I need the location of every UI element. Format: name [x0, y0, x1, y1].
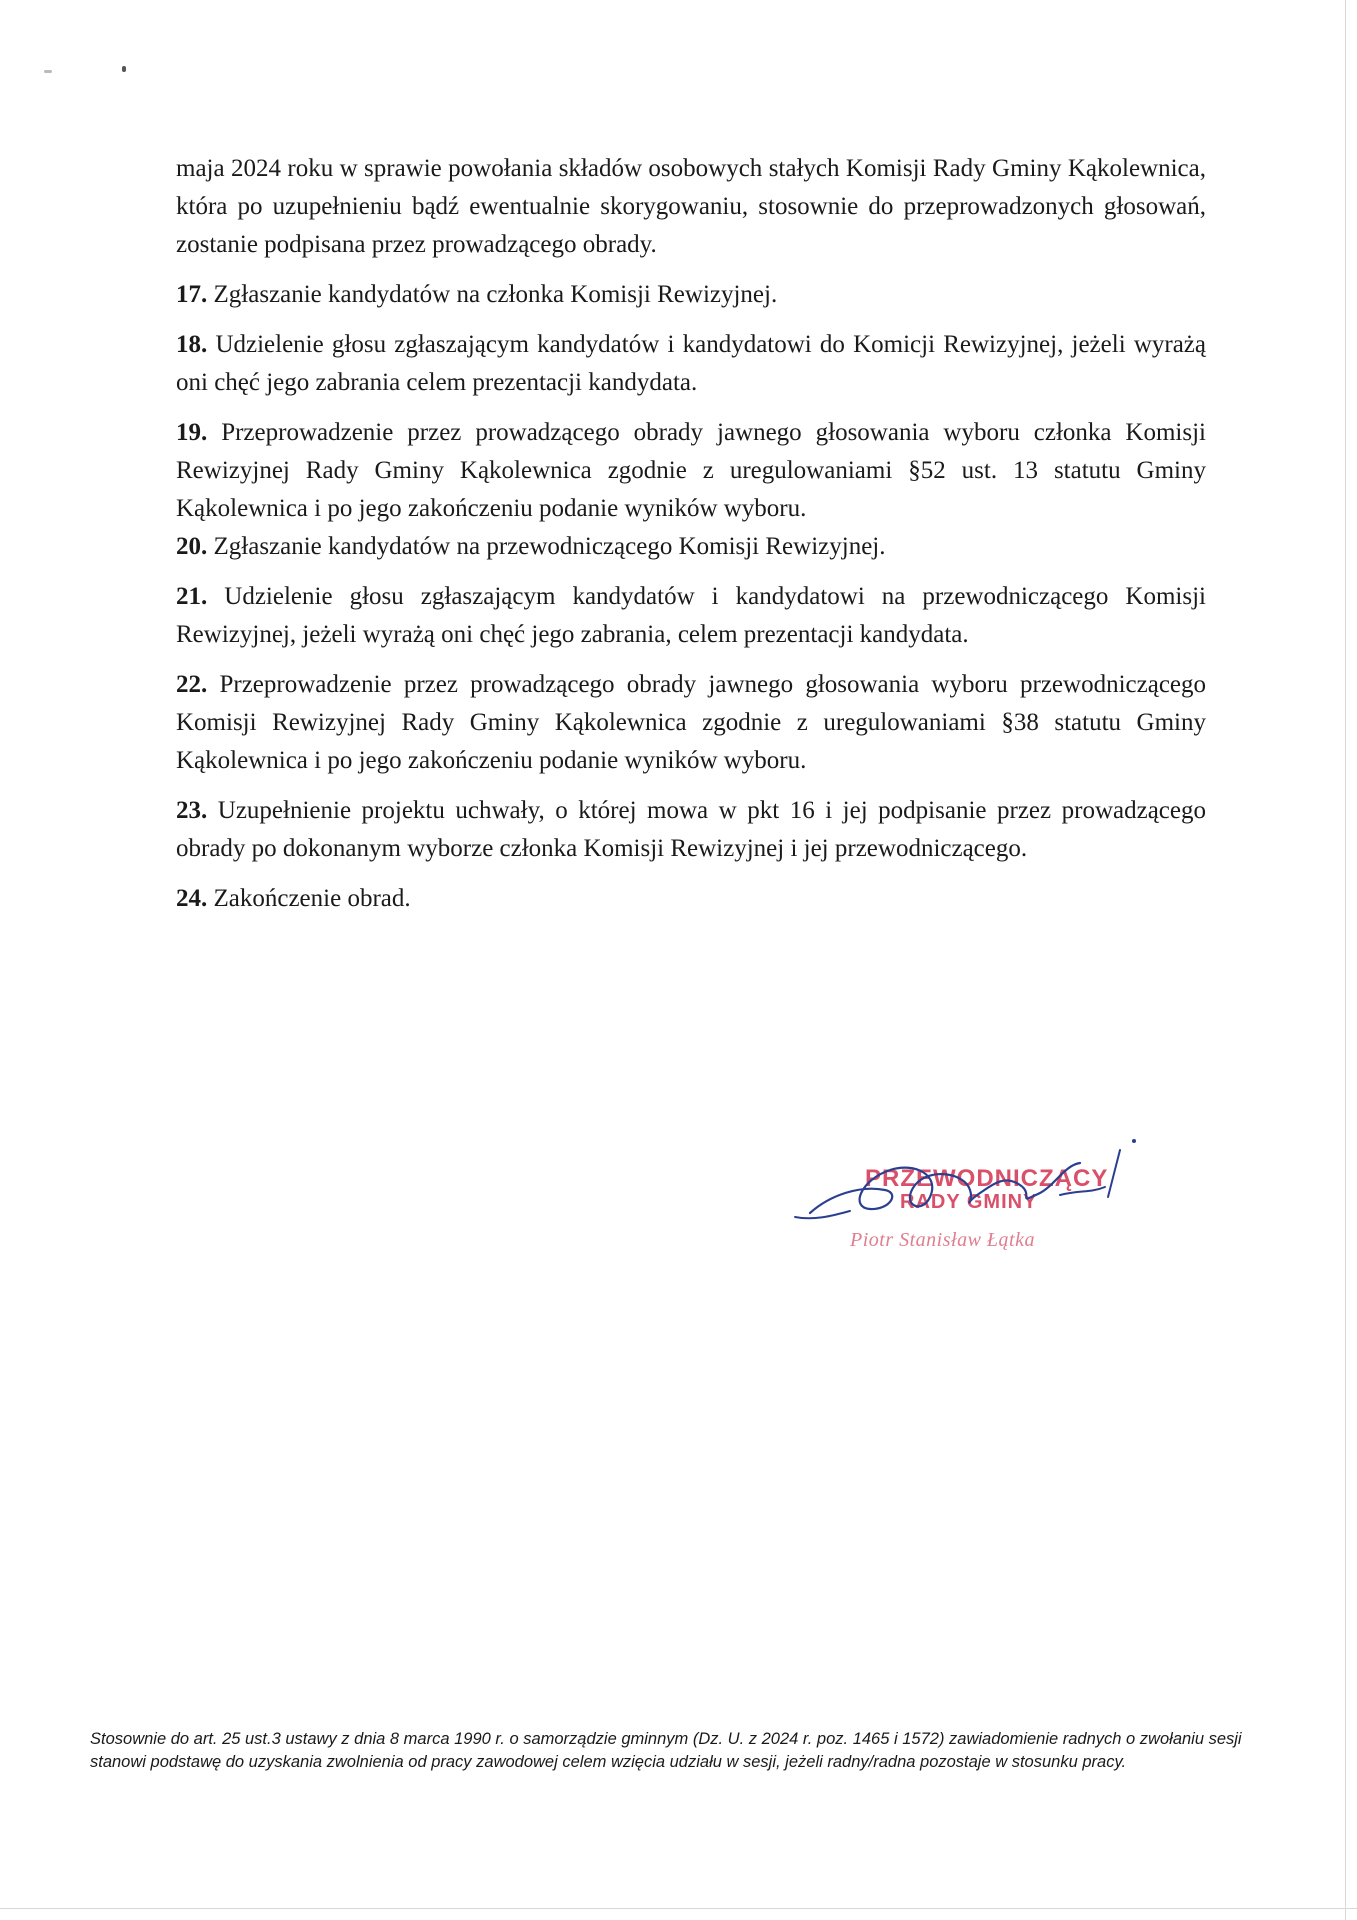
scan-speck: [44, 70, 52, 73]
agenda-item-22: [176, 666, 1206, 780]
agenda-item-18: [176, 326, 1206, 402]
item-text: Zgłaszanie kandydatów na przewodniczącego Komisji Rewizyjnej.: [213, 533, 886, 560]
handwritten-signature: [790, 1135, 1150, 1235]
stamp-title: PRZEWODNICZĄCY: [865, 1165, 1109, 1192]
item-number: 22.: [176, 671, 208, 698]
agenda-continuation: [176, 150, 1206, 264]
scan-edge-bottom: [0, 1908, 1357, 1909]
item-number: 19.: [176, 419, 208, 446]
agenda-item-20: [176, 528, 1206, 566]
agenda-body: [176, 150, 1206, 930]
agenda-item-21: [176, 578, 1206, 654]
stamp-subtitle: RADY GMINY: [900, 1191, 1038, 1213]
item-number: 18.: [176, 331, 208, 358]
item-number: 23.: [176, 797, 208, 824]
agenda-text: maja 2024 roku w sprawie powołania składów osobowych stałych Komisji Rady Gminy Kąkolewnica, która po uzupełnieniu bądź ewentualnie skorygowaniu, stosownie do przeprowadzonych głosowań, zostanie podpisana przez prowadzącego obrady.: [176, 155, 1206, 258]
item-text: Przeprowadzenie przez prowadzącego obrady jawnego głosowania wyboru przewodniczącego Komisji Rewizyjnej Rady Gminy Kąkolewnica zgodnie z uregulowaniami §38 statutu Gminy Kąkolewnica i po jego zakończeniu podanie wyników wyboru.: [176, 671, 1207, 774]
stamp-name: Piotr Stanisław Łątka: [850, 1229, 1035, 1251]
item-text: Udzielenie głosu zgłaszającym kandydatów i kandydatowi do Komicji Rewizyjnej, jeżeli wyrażą oni chęć jego zabrania celem prezentacji kandydata.: [176, 331, 1206, 396]
scan-speck: [122, 66, 126, 72]
item-number: 20.: [176, 533, 208, 560]
item-number: 24.: [176, 885, 208, 912]
scan-edge-right: [1345, 0, 1346, 1920]
agenda-item-23: [176, 792, 1206, 868]
item-number: 21.: [176, 583, 208, 610]
item-number: 17.: [176, 281, 208, 308]
item-text: Udzielenie głosu zgłaszającym kandydatów i kandydatowi na przewodniczącego Komisji Rewizyjnej, jeżeli wyrażą oni chęć jego zabrania, celem prezentacji kandydata.: [176, 583, 1206, 648]
item-text: Zgłaszanie kandydatów na członka Komisji Rewizyjnej.: [213, 281, 778, 308]
item-text: Uzupełnienie projektu uchwały, o której mowa w pkt 16 i jej podpisanie przez prowadzącego obrady po dokonanym wyborze członka Komisji Rewizyjnej i jej przewodniczącego.: [176, 797, 1206, 862]
agenda-item-19: [176, 414, 1206, 528]
signature-stamp-block: [790, 1135, 1150, 1255]
item-text: Przeprowadzenie przez prowadzącego obrady jawnego głosowania wyboru członka Komisji Rewizyjnej Rady Gminy Kąkolewnica zgodnie z uregulowaniami §52 ust. 13 statutu Gminy Kąkolewnica i po jego zakończeniu podanie wyników wyboru.: [176, 419, 1206, 522]
item-text: Zakończenie obrad.: [213, 885, 411, 912]
agenda-item-17: [176, 276, 1206, 314]
agenda-item-24: [176, 880, 1206, 918]
footer-note: Stosownie do art. 25 ust.3 ustawy z dnia 8 marca 1990 r. o samorządzie gminnym (Dz. U. z 2024 r. poz. 1465 i 1572) zawiadomienie radnych o zwołaniu sesji stanowi podstawę do uzyskania zwolnienia od pracy zawodowej celem wzięcia udziału w sesji, jeżeli radny/radna pozostaje w stosunku pracy.: [90, 1730, 1242, 1771]
